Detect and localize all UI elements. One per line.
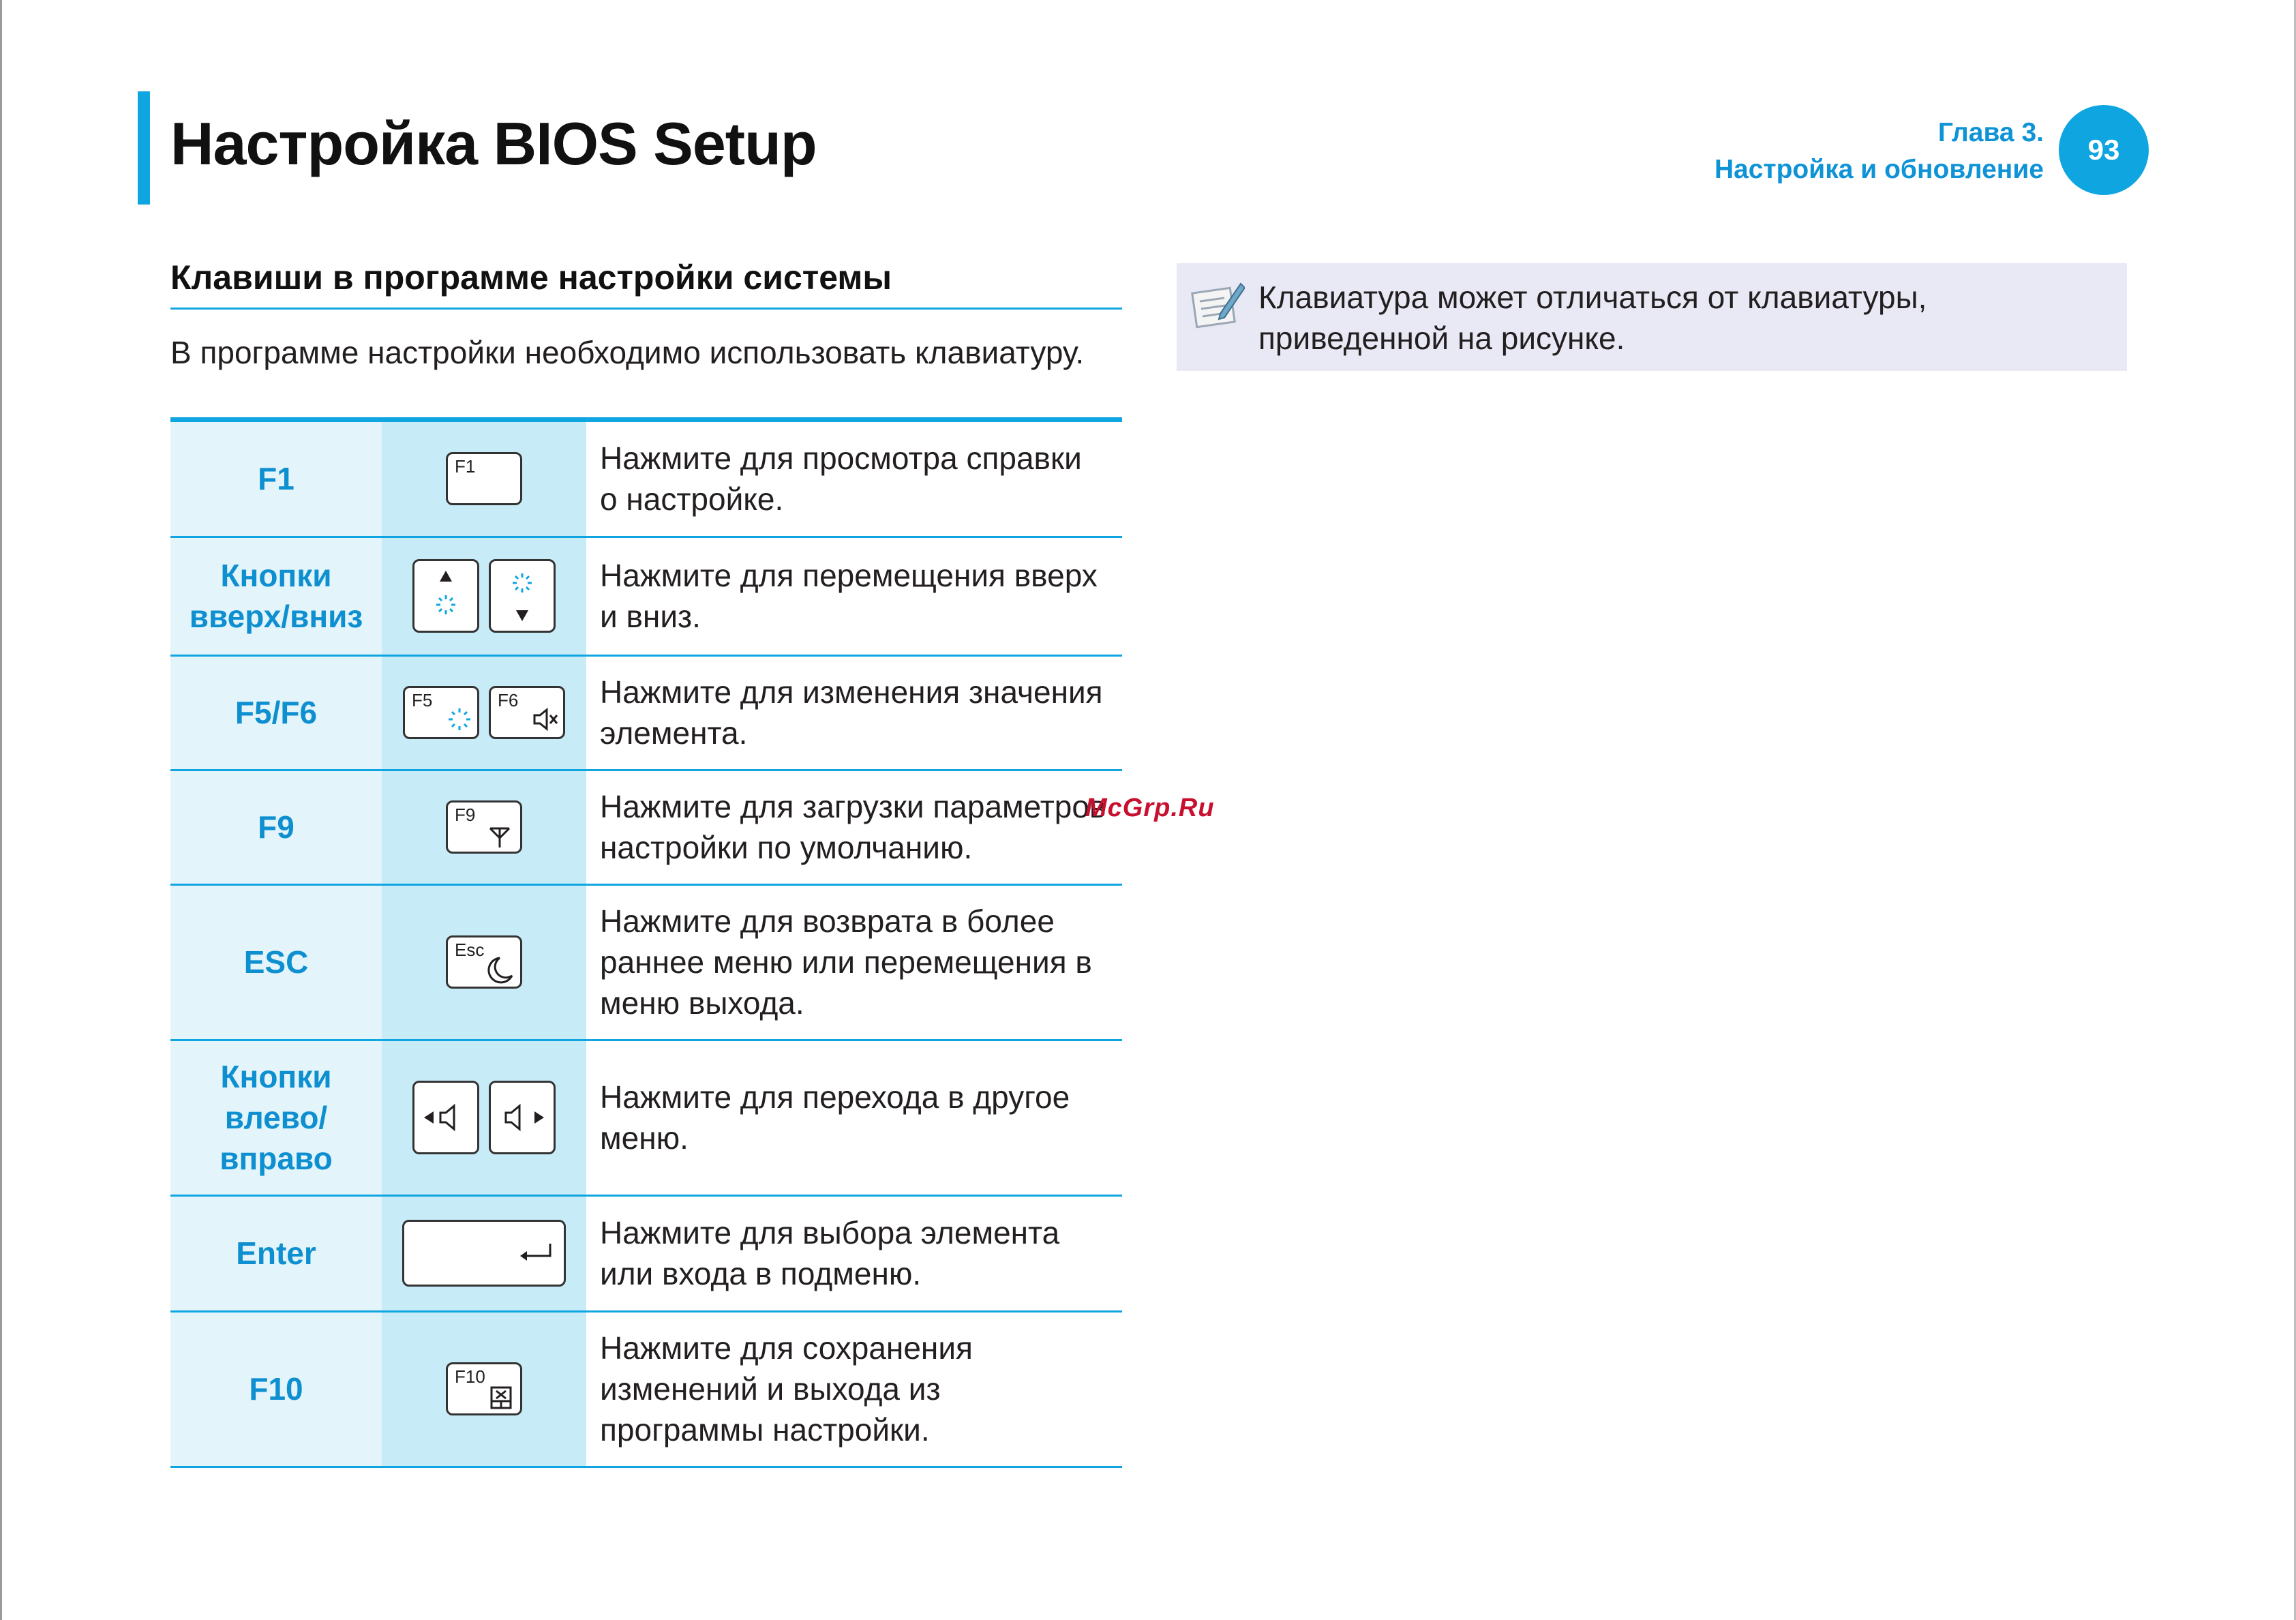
table-row-f5-f6 xyxy=(170,655,1122,770)
arrow-left-key-icon xyxy=(412,1081,479,1154)
key-name: Enter xyxy=(170,1195,382,1311)
key-icon-cell xyxy=(382,422,586,537)
key-icon-cell xyxy=(382,1040,586,1195)
f9-key-icon: F9 xyxy=(446,800,522,854)
key-description: Нажмите для просмотра справки о настройке. xyxy=(586,422,1122,537)
key-description: Нажмите для перехода в другое меню. xyxy=(586,1040,1122,1195)
arrow-right-key-icon xyxy=(489,1081,556,1154)
table-row-up-down xyxy=(170,537,1122,655)
table-row-enter xyxy=(170,1195,1122,1311)
key-description: Нажмите для перемещения вверх и вниз. xyxy=(586,537,1122,655)
brightness-down-icon xyxy=(446,706,473,733)
page-edge-left xyxy=(0,0,2,1620)
keys-table xyxy=(170,417,1122,1468)
key-description: Нажмите для сохранения изменений и выхода из программы настройки. xyxy=(586,1311,1122,1467)
watermark: McGrp.Ru xyxy=(1085,794,1215,822)
key-description: Нажмите для изменения значения элемента. xyxy=(586,655,1122,770)
key-name: Кнопки влево/ вправо xyxy=(170,1040,382,1195)
table-row-f9 xyxy=(170,770,1122,884)
f10-key-icon: F10 xyxy=(446,1362,522,1415)
table-row-f10 xyxy=(170,1311,1122,1467)
key-name: F9 xyxy=(170,770,382,884)
f6-key-icon: F6 xyxy=(489,686,565,739)
section-title: Клавиши в программе настройки системы xyxy=(170,258,892,297)
note-pencil-icon xyxy=(1190,278,1245,330)
key-description: Нажмите для выбора элемента или входа в подменю. xyxy=(586,1195,1122,1311)
key-icon-cell xyxy=(382,1195,586,1311)
esc-key-icon: Esc xyxy=(446,935,522,989)
table-row-f1 xyxy=(170,422,1122,537)
title-accent-bar xyxy=(138,91,150,205)
key-icon-cell xyxy=(382,884,586,1040)
key-icon-cell xyxy=(382,655,586,770)
key-description: Нажмите для загрузки параметров настройки по умолчанию. xyxy=(586,770,1122,884)
table-top-rule xyxy=(170,417,1122,422)
arrow-down-key-icon xyxy=(489,559,556,633)
page-number-badge: 93 xyxy=(2059,105,2149,195)
table-row-esc xyxy=(170,884,1122,1040)
chapter-number: Глава 3. xyxy=(1937,118,2044,147)
chapter-title: Настройка и обновление xyxy=(1714,155,2044,184)
chapter-heading xyxy=(1715,115,2044,188)
note-text xyxy=(1258,277,1927,359)
key-icon-cell xyxy=(382,1311,586,1467)
key-description: Нажмите для возврата в более раннее меню или перемещения в меню выхода. xyxy=(586,884,1122,1040)
key-name: F10 xyxy=(170,1311,382,1467)
sleep-moon-icon xyxy=(487,955,515,985)
section-divider xyxy=(170,308,1122,310)
return-arrow-icon xyxy=(516,1240,557,1267)
wireless-antenna-icon xyxy=(486,823,513,850)
mute-icon xyxy=(530,706,560,733)
key-icon-cell xyxy=(382,537,586,655)
note-line: Клавиатура может отличаться от клавиатуры, xyxy=(1258,280,1927,315)
note-line: приведенной на рисунке. xyxy=(1258,320,1625,356)
f1-key-icon: F1 xyxy=(446,452,522,505)
key-name: F1 xyxy=(170,422,382,537)
note-box xyxy=(1177,263,2127,371)
touchpad-off-icon xyxy=(487,1385,515,1412)
key-icon-cell xyxy=(382,770,586,884)
key-name: F5/F6 xyxy=(170,655,382,770)
page-title: Настройка BIOS Setup xyxy=(170,110,817,177)
section-intro: В программе настройки необходимо использовать клавиатуру. xyxy=(170,335,1085,370)
enter-key-icon xyxy=(402,1220,566,1287)
key-name: Кнопки вверх/вниз xyxy=(170,537,382,655)
key-name: ESC xyxy=(170,884,382,1040)
table-row-left-right xyxy=(170,1040,1122,1195)
f5-key-icon: F5 xyxy=(403,686,479,739)
arrow-up-key-icon xyxy=(412,559,479,633)
